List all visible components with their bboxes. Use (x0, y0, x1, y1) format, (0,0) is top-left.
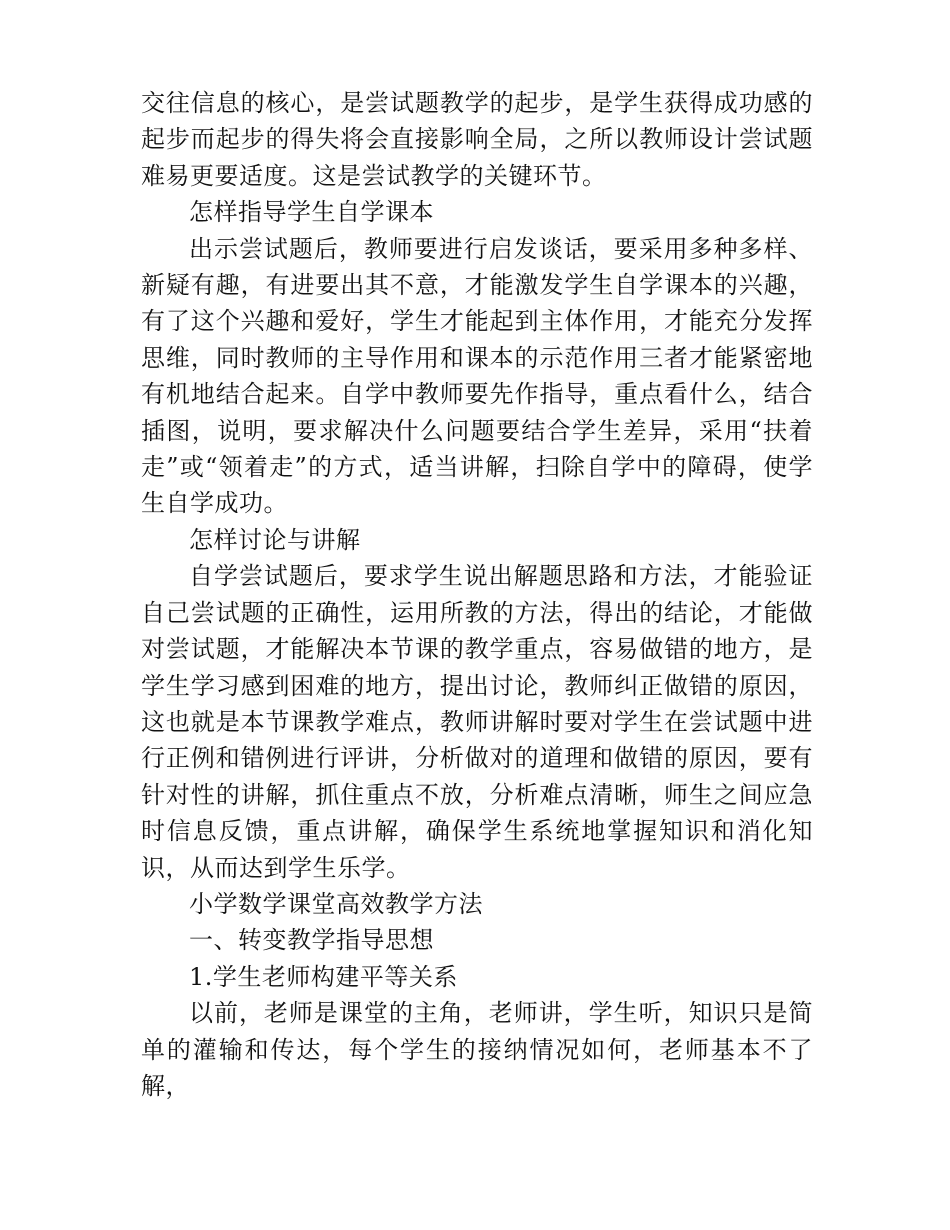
section-heading-one: 一、转变教学指导思想 (189, 926, 434, 955)
paragraph-discussion: 自学尝试题后，要求学生说出解题思路和方法，才能验证自己尝试题的正确性，运用所教的方法，得出的结论，才能做对尝试题，才能解决本节课的教学重点，容易做错的地方，是学生学习感到困难的地方，提出讨论，教师纠正做错的原因，这也就是本节课教学难点，教师讲解时要对学生在尝试题中进行正例和错例进行评讲，分析做对的道理和做错的原因，要有针对性的讲解，抓住重点不放，分析难点清晰，师生之间应急时信息反馈，重点讲解，确保学生系统地掌握知识和消化知识，从而达到学生乐学。 (141, 562, 813, 882)
section-heading-efficient-methods: 小学数学课堂高效教学方法 (189, 889, 483, 918)
section-heading-discussion: 怎样讨论与讲解 (189, 525, 361, 554)
paragraph-self-study: 出示尝试题后，教师要进行启发谈话，要采用多种多样、新疑有趣，有进要出其不意，才能激发学生自学课本的兴趣，有了这个兴趣和爱好，学生才能起到主体作用，才能充分发挥思维，同时教师的主导作用和课本的示范作用三者才能紧密地有机地结合起来。自学中教师要先作指导，重点看什么，结合插图，说明，要求解决什么问题要结合学生差异，采用“扶着走”或“领着走”的方式，适当讲解，扫除自学中的障碍，使学生自学成功。 (141, 234, 813, 518)
document-page (141, 85, 813, 1104)
section-heading-self-study: 怎样指导学生自学课本 (189, 198, 434, 227)
paragraph-previously: 以前，老师是课堂的主角，老师讲，学生听，知识只是简单的灌输和传达，每个学生的接纳情况如何，老师基本不了解， (141, 999, 813, 1100)
subsection-heading-1: 1.学生老师构建平等关系 (189, 962, 458, 991)
paragraph-continuation: 交往信息的核心，是尝试题教学的起步，是学生获得成功感的起步而起步的得失将会直接影响全局，之所以教师设计尝试题难易更要适度。这是尝试教学的关键环节。 (141, 89, 813, 190)
